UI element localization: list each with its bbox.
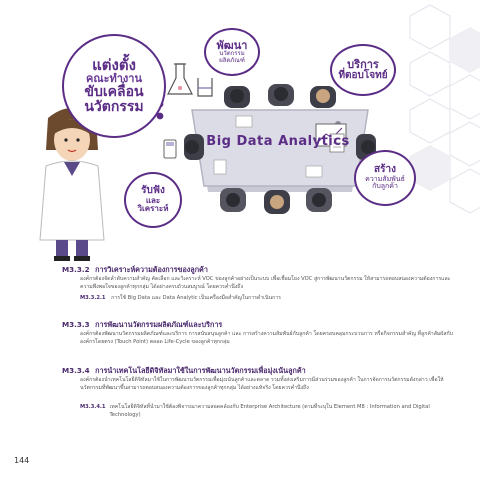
bubble-service-line2: ที่ตอบโจทย์ xyxy=(338,69,388,81)
bubble-relation-line1: สร้าง xyxy=(374,164,396,176)
bubble-main-line2: คณะทำงาน xyxy=(86,72,142,86)
bubble-appoint-innovation-team xyxy=(62,34,166,138)
section-title: การพัฒนานวัตกรรมผลิตภัณฑ์และบริการ xyxy=(95,320,223,329)
section-number: M3.3.4 xyxy=(62,366,90,375)
beaker-icon xyxy=(198,78,212,96)
bubble-develop-product-innovation xyxy=(204,28,260,76)
sub-item-number: M3.3.4.1 xyxy=(80,404,106,410)
sub-item-m3341 xyxy=(80,404,460,419)
section-number: M3.3.3 xyxy=(62,320,90,329)
bubble-listen-line2: และ xyxy=(145,195,161,205)
bubble-dev-line3: ผลิตภัณฑ์ xyxy=(219,56,245,64)
section-heading-m333 xyxy=(62,320,222,331)
person-bottom-1 xyxy=(220,188,246,212)
person-top-3 xyxy=(310,86,336,108)
bubble-dev-line2: นวัตกรรม xyxy=(219,50,245,58)
big-data-analytics-title: Big Data Analytics xyxy=(206,134,350,149)
bubble-listen-analyze xyxy=(124,172,182,228)
bubble-main-line4: นวัตกรรม xyxy=(84,98,144,115)
person-bottom-2 xyxy=(264,190,290,214)
person-top-2 xyxy=(268,84,294,106)
person-bottom-3 xyxy=(306,188,332,212)
bubble-main-line1: แต่งตั้ง xyxy=(92,55,136,74)
page-number: 144 xyxy=(14,456,30,465)
calculator-icon xyxy=(164,140,176,158)
person-top-1 xyxy=(224,86,250,108)
sub-item-text: การใช้ Big Data และ Data Analytic เป็นเครื่องมือสำคัญในการดำเนินการ xyxy=(111,295,281,301)
sub-item-text: เทคโนโลยีดิจิทัลที่นำมาใช้ต้องพิจารณาความสอดคล้องกับ Enterprise Architecture (ตามที่ระบุใน Element M8 : Information and Digital Technology) xyxy=(109,404,430,418)
section-body-m334: องค์กรต้องนำเทคโนโลยีดิจิทัลมาใช้ในการพัฒนานวัตกรรมเพื่อมุ่งเน้นลูกค้าและตลาด รวมทั้งส่งเสริมการมีส่วนร่วมของลูกค้า ในการจัดการนวัตกรรมดังกล่าว เพื่อให้นวัตกรรมที่พัฒนาขึ้นสามารถตอบสนองความต้องการของลูกค้าทุกกลุ่ม ได้อย่างแท้จริง โดยควรคำนึงถึง xyxy=(80,377,444,391)
section-body-m332: องค์กรต้องจัดลำดับความสำคัญ คัดเลือก และวิเคราะห์ VOC ของลูกค้าอย่างเป็นระบบ เพื่อเชื่อมโยง VOC สู่การพัฒนานวัตกรรม ให้สามารถตอบสนองความต้องการและความพึงพอใจของลูกค้าทุกกลุ่ม ได้อย่างครบถ้วนสมบูรณ์ โดยควรคำนึงถึง xyxy=(80,276,451,290)
bubble-relation-line2: ความสัมพันธ์ xyxy=(365,174,405,183)
bubble-responsive-service xyxy=(330,44,396,96)
sub-item-number: M3.3.2.1 xyxy=(80,295,106,301)
section-body-m333: องค์กรต้องพัฒนานวัตกรรมผลิตภัณฑ์และบริการ การสนับสนุนลูกค้า และ การสร้างความสัมพันธ์กับลูกค้า โดยครอบคลุมกระบวนการ หรือกิจกรรมสำคัญ ที่ลูกค้าสัมผัสกับองค์กรโดยตรง (Touch Point) ตลอด Life-Cycle ของลูกค้าทุกกลุ่ม xyxy=(80,331,453,345)
bubble-customer-relationship xyxy=(354,150,416,206)
bubble-listen-line1: รับฟัง xyxy=(141,185,165,197)
bubble-relation-line3: กับลูกค้า xyxy=(372,182,398,191)
sub-item-m3321 xyxy=(80,295,460,303)
section-title: การวิเคราะห์ความต้องการของลูกค้า xyxy=(95,265,208,274)
section-heading-m332 xyxy=(62,265,208,276)
bubble-dev-line1: พัฒนา xyxy=(216,38,248,52)
bubble-main-line3: ขับเคลื่อน xyxy=(84,83,144,100)
section-title: การนำเทคโนโลยีดิจิทัลมาใช้ในการพัฒนานวัตกรรมเพื่อมุ่งเน้นลูกค้า xyxy=(95,366,306,375)
lab-flask-icon xyxy=(168,64,192,94)
section-number: M3.3.2 xyxy=(62,265,90,274)
bubble-service-line1: บริการ xyxy=(347,57,379,71)
bubble-listen-line3: วิเคราะห์ xyxy=(137,204,169,214)
section-heading-m334 xyxy=(62,366,306,377)
